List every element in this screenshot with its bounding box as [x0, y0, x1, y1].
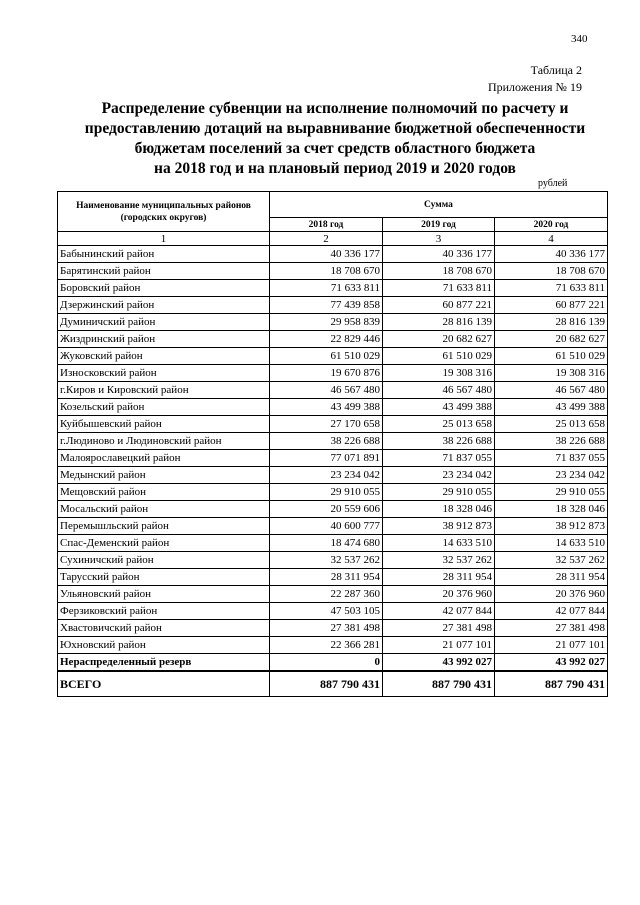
amount-2018: 61 510 029 — [270, 348, 383, 365]
table-row — [58, 297, 608, 314]
amount-2020: 38 226 688 — [495, 433, 608, 450]
amount-2019: 28 816 139 — [383, 314, 495, 331]
district-name: г.Киров и Кировский район — [58, 382, 270, 399]
table-row — [58, 348, 608, 365]
district-name: Ферзиковский район — [58, 603, 270, 620]
amount-2020: 40 336 177 — [495, 246, 608, 263]
subsidy-table — [57, 191, 608, 697]
amount-2020: 20 682 627 — [495, 331, 608, 348]
district-name: Тарусский район — [58, 569, 270, 586]
district-name: Козельский район — [58, 399, 270, 416]
district-name: Куйбышевский район — [58, 416, 270, 433]
currency-unit: рублей — [538, 178, 568, 189]
table-row — [58, 280, 608, 297]
amount-2019: 61 510 029 — [383, 348, 495, 365]
amount-2018: 18 708 670 — [270, 263, 383, 280]
reserve-row — [58, 654, 608, 672]
district-name: Мосальский район — [58, 501, 270, 518]
table-row — [58, 263, 608, 280]
total-row — [58, 671, 608, 697]
column-number: 4 — [495, 232, 608, 246]
amount-2018: 29 910 055 — [270, 484, 383, 501]
amount-2020: 42 077 844 — [495, 603, 608, 620]
table-row — [58, 399, 608, 416]
table-row — [58, 501, 608, 518]
amount-2020: 61 510 029 — [495, 348, 608, 365]
amount-2019: 38 912 873 — [383, 518, 495, 535]
district-name: Перемышльский район — [58, 518, 270, 535]
table-row — [58, 467, 608, 484]
amount-2020: 32 537 262 — [495, 552, 608, 569]
table-caption — [488, 62, 582, 96]
district-name: Хвастовичский район — [58, 620, 270, 637]
district-name: Жиздринский район — [58, 331, 270, 348]
document-title — [60, 99, 610, 179]
table-row — [58, 569, 608, 586]
table-row — [58, 314, 608, 331]
reserve-2020: 43 992 027 — [495, 654, 608, 672]
header-year-2019: 2019 год — [383, 218, 495, 232]
amount-2018: 27 170 658 — [270, 416, 383, 433]
amount-2020: 27 381 498 — [495, 620, 608, 637]
amount-2018: 40 336 177 — [270, 246, 383, 263]
amount-2018: 40 600 777 — [270, 518, 383, 535]
amount-2018: 28 311 954 — [270, 569, 383, 586]
table-row — [58, 603, 608, 620]
reserve-2019: 43 992 027 — [383, 654, 495, 672]
amount-2018: 20 559 606 — [270, 501, 383, 518]
amount-2019: 46 567 480 — [383, 382, 495, 399]
title-line-1: Распределение субвенции на исполнение полномочий по расчету и — [101, 100, 569, 117]
amount-2020: 46 567 480 — [495, 382, 608, 399]
district-name: Мещовский район — [58, 484, 270, 501]
amount-2020: 25 013 658 — [495, 416, 608, 433]
district-name: Барятинский район — [58, 263, 270, 280]
column-number: 3 — [383, 232, 495, 246]
amount-2020: 14 633 510 — [495, 535, 608, 552]
table-row — [58, 331, 608, 348]
amount-2020: 28 311 954 — [495, 569, 608, 586]
table-row — [58, 450, 608, 467]
caption-table-number: Таблица 2 — [530, 63, 582, 77]
table-row — [58, 382, 608, 399]
district-name: Спас-Деменский район — [58, 535, 270, 552]
amount-2020: 18 708 670 — [495, 263, 608, 280]
table-row — [58, 365, 608, 382]
total-2020: 887 790 431 — [495, 671, 608, 697]
district-name: Сухиничский район — [58, 552, 270, 569]
amount-2018: 46 567 480 — [270, 382, 383, 399]
header-sum: Сумма — [270, 192, 608, 218]
amount-2020: 20 376 960 — [495, 586, 608, 603]
amount-2019: 40 336 177 — [383, 246, 495, 263]
amount-2020: 18 328 046 — [495, 501, 608, 518]
amount-2019: 25 013 658 — [383, 416, 495, 433]
amount-2020: 21 077 101 — [495, 637, 608, 654]
table-body — [58, 246, 608, 697]
district-name: Износковский район — [58, 365, 270, 382]
district-name: Бабынинский район — [58, 246, 270, 263]
total-2019: 887 790 431 — [383, 671, 495, 697]
district-name: Малоярославецкий район — [58, 450, 270, 467]
district-name: г.Людиново и Людиновский район — [58, 433, 270, 450]
amount-2018: 23 234 042 — [270, 467, 383, 484]
amount-2018: 29 958 839 — [270, 314, 383, 331]
reserve-2018: 0 — [270, 654, 383, 672]
amount-2019: 71 837 055 — [383, 450, 495, 467]
amount-2019: 14 633 510 — [383, 535, 495, 552]
amount-2019: 20 682 627 — [383, 331, 495, 348]
amount-2018: 22 287 360 — [270, 586, 383, 603]
amount-2020: 38 912 873 — [495, 518, 608, 535]
header-year-2020: 2020 год — [495, 218, 608, 232]
amount-2018: 32 537 262 — [270, 552, 383, 569]
table-row — [58, 416, 608, 433]
amount-2019: 21 077 101 — [383, 637, 495, 654]
district-name: Медынский район — [58, 467, 270, 484]
amount-2019: 23 234 042 — [383, 467, 495, 484]
amount-2018: 22 366 281 — [270, 637, 383, 654]
amount-2018: 71 633 811 — [270, 280, 383, 297]
table-row — [58, 535, 608, 552]
district-name: Боровский район — [58, 280, 270, 297]
amount-2020: 71 837 055 — [495, 450, 608, 467]
district-name: Дзержинский район — [58, 297, 270, 314]
table-row — [58, 484, 608, 501]
amount-2018: 38 226 688 — [270, 433, 383, 450]
amount-2018: 77 071 891 — [270, 450, 383, 467]
table-row — [58, 433, 608, 450]
table-row — [58, 518, 608, 535]
title-line-3: бюджетам поселений за счет средств областного бюджета — [134, 140, 536, 157]
amount-2019: 18 708 670 — [383, 263, 495, 280]
table-row — [58, 246, 608, 263]
amount-2018: 77 439 858 — [270, 297, 383, 314]
amount-2020: 23 234 042 — [495, 467, 608, 484]
district-name: Думиничский район — [58, 314, 270, 331]
district-name: Юхновский район — [58, 637, 270, 654]
amount-2019: 29 910 055 — [383, 484, 495, 501]
district-name: Жуковский район — [58, 348, 270, 365]
district-name: Ульяновский район — [58, 586, 270, 603]
amount-2019: 43 499 388 — [383, 399, 495, 416]
column-number: 2 — [270, 232, 383, 246]
amount-2019: 42 077 844 — [383, 603, 495, 620]
amount-2020: 29 910 055 — [495, 484, 608, 501]
amount-2019: 18 328 046 — [383, 501, 495, 518]
amount-2019: 71 633 811 — [383, 280, 495, 297]
amount-2020: 28 816 139 — [495, 314, 608, 331]
amount-2020: 19 308 316 — [495, 365, 608, 382]
amount-2020: 71 633 811 — [495, 280, 608, 297]
amount-2018: 43 499 388 — [270, 399, 383, 416]
amount-2019: 20 376 960 — [383, 586, 495, 603]
table-row — [58, 552, 608, 569]
amount-2020: 43 499 388 — [495, 399, 608, 416]
amount-2018: 18 474 680 — [270, 535, 383, 552]
table-row — [58, 620, 608, 637]
amount-2018: 19 670 876 — [270, 365, 383, 382]
amount-2019: 32 537 262 — [383, 552, 495, 569]
page-number: 340 — [571, 33, 588, 45]
amount-2019: 60 877 221 — [383, 297, 495, 314]
amount-2018: 27 381 498 — [270, 620, 383, 637]
amount-2019: 19 308 316 — [383, 365, 495, 382]
total-2018: 887 790 431 — [270, 671, 383, 697]
amount-2019: 27 381 498 — [383, 620, 495, 637]
table-row — [58, 637, 608, 654]
amount-2018: 22 829 446 — [270, 331, 383, 348]
table-row — [58, 586, 608, 603]
total-label: ВСЕГО — [58, 671, 270, 697]
title-line-4: на 2018 год и на плановый период 2019 и 2020 годов — [154, 160, 516, 177]
amount-2020: 60 877 221 — [495, 297, 608, 314]
header-year-2018: 2018 год — [270, 218, 383, 232]
amount-2019: 28 311 954 — [383, 569, 495, 586]
header-municipality: Наименование муниципальных районов (городских округов) — [58, 192, 270, 232]
amount-2019: 38 226 688 — [383, 433, 495, 450]
column-number: 1 — [58, 232, 270, 246]
title-line-2: предоставлению дотаций на выравнивание бюджетной обеспеченности — [84, 120, 586, 137]
caption-appendix: Приложения № 19 — [487, 80, 582, 94]
reserve-label: Нераспределенный резерв — [58, 654, 270, 672]
amount-2018: 47 503 105 — [270, 603, 383, 620]
